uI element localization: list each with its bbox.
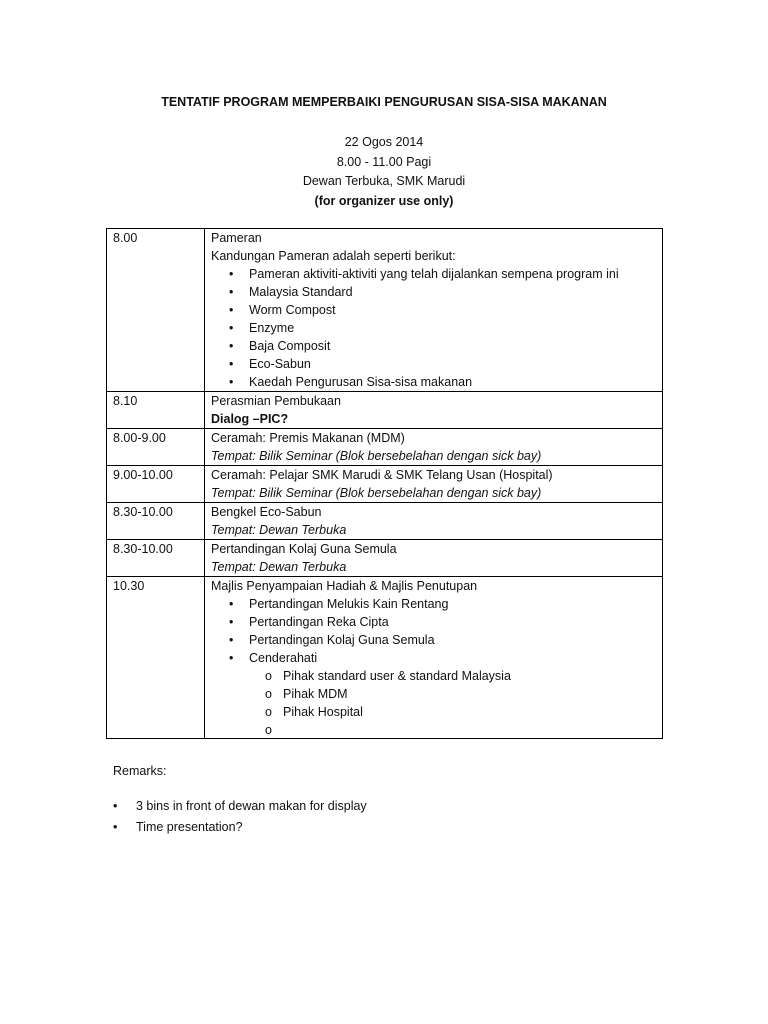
list-item [211, 373, 658, 391]
remarks-list [113, 796, 673, 838]
list-item-label: Pertandingan Reka Cipta [249, 615, 389, 629]
table-row [107, 392, 663, 429]
activity-subheading: Dialog –PIC? [211, 412, 289, 426]
list-item [211, 631, 658, 649]
activity-heading: Pameran [211, 231, 262, 245]
bullet-icon: • [229, 615, 234, 629]
circle-bullet-icon: o [265, 723, 272, 737]
exhibit-list [211, 265, 658, 391]
list-item-label: Pihak Hospital [283, 705, 363, 719]
table-row [107, 466, 663, 503]
list-item [113, 817, 673, 838]
time-cell: 8.30-10.00 [107, 540, 205, 577]
list-item-label: Pertandingan Melukis Kain Rentang [249, 597, 449, 611]
award-list [211, 595, 658, 738]
activity-place: Tempat: Bilik Seminar (Blok bersebelahan dengan sick bay) [211, 449, 542, 463]
table-row [107, 503, 663, 540]
list-item [211, 301, 658, 319]
remark-text: Time presentation? [136, 820, 243, 834]
table-row [107, 429, 663, 466]
bullet-icon: • [229, 633, 234, 647]
list-item [211, 265, 658, 283]
bullet-icon: • [229, 267, 234, 281]
list-item [211, 355, 658, 373]
list-item-label: Eco-Sabun [249, 357, 311, 371]
bullet-icon: • [229, 321, 234, 335]
souvenir-list [249, 667, 658, 738]
table-row [107, 540, 663, 577]
activity-cell [205, 577, 663, 739]
activity-heading: Ceramah: Pelajar SMK Marudi & SMK Telang Usan (Hospital) [211, 468, 553, 482]
list-item-label: Baja Composit [249, 339, 331, 353]
table-row [107, 229, 663, 392]
time-cell: 10.30 [107, 577, 205, 739]
activity-place: Tempat: Dewan Terbuka [211, 523, 347, 537]
document-header [0, 93, 768, 211]
activity-heading: Pertandingan Kolaj Guna Semula [211, 542, 397, 556]
bullet-icon: • [113, 799, 118, 813]
list-item [211, 319, 658, 337]
list-item-label: Pameran aktiviti-aktiviti yang telah dijalankan sempena program ini [249, 267, 619, 281]
schedule-table [106, 228, 663, 739]
list-item-label: Worm Compost [249, 303, 336, 317]
bullet-icon: • [229, 357, 234, 371]
activity-heading: Perasmian Pembukaan [211, 394, 341, 408]
time-cell: 9.00-10.00 [107, 466, 205, 503]
list-item [211, 337, 658, 355]
list-item-label: Pertandingan Kolaj Guna Semula [249, 633, 435, 647]
list-item-label: Pihak MDM [283, 687, 348, 701]
list-item-label: Cenderahati [249, 651, 318, 665]
activity-heading: Ceramah: Premis Makanan (MDM) [211, 431, 405, 445]
bullet-icon: • [229, 375, 234, 389]
bullet-icon: • [229, 651, 234, 665]
time-cell: 8.10 [107, 392, 205, 429]
list-item-label: Malaysia Standard [249, 285, 353, 299]
circle-bullet-icon: o [265, 669, 272, 683]
bullet-icon: • [113, 820, 118, 834]
remark-text: 3 bins in front of dewan makan for display [136, 799, 367, 813]
event-details [0, 133, 768, 211]
circle-bullet-icon: o [265, 687, 272, 701]
activity-place: Tempat: Bilik Seminar (Blok bersebelahan dengan sick bay) [211, 486, 542, 500]
sub-list-item [249, 703, 658, 721]
sub-list-item [249, 685, 658, 703]
activity-heading: Bengkel Eco-Sabun [211, 505, 322, 519]
bullet-icon: • [229, 339, 234, 353]
list-item [211, 595, 658, 613]
event-time: 8.00 - 11.00 Pagi [336, 154, 432, 169]
activity-cell [205, 503, 663, 540]
list-item [211, 283, 658, 301]
organizer-note: (for organizer use only) [314, 193, 454, 208]
time-cell: 8.00-9.00 [107, 429, 205, 466]
activity-cell [205, 392, 663, 429]
remarks-title: Remarks: [113, 764, 167, 778]
circle-bullet-icon: o [265, 705, 272, 719]
list-item [113, 796, 673, 817]
bullet-icon: • [229, 303, 234, 317]
list-item-label: Kaedah Pengurusan Sisa-sisa makanan [249, 375, 473, 389]
bullet-icon: • [229, 597, 234, 611]
list-item [211, 649, 658, 738]
event-venue: Dewan Terbuka, SMK Marudi [302, 174, 466, 188]
list-item-label: Enzyme [249, 321, 295, 335]
activity-cell [205, 540, 663, 577]
activity-cell [205, 229, 663, 392]
activity-cell [205, 466, 663, 503]
sub-list-item [249, 721, 658, 738]
document-title: TENTATIF PROGRAM MEMPERBAIKI PENGURUSAN SISA-SISA MAKANAN [161, 95, 607, 109]
list-item [211, 613, 658, 631]
time-cell: 8.00 [107, 229, 205, 392]
bullet-icon: • [229, 285, 234, 299]
remarks-section [113, 762, 673, 838]
sub-list-item [249, 667, 658, 685]
table-row [107, 577, 663, 739]
activity-heading: Majlis Penyampaian Hadiah & Majlis Penutupan [211, 579, 478, 593]
list-item-label: Pihak standard user & standard Malaysia [283, 669, 511, 683]
time-cell: 8.30-10.00 [107, 503, 205, 540]
activity-cell [205, 429, 663, 466]
event-date: 22 Ogos 2014 [344, 135, 424, 149]
activity-description: Kandungan Pameran adalah seperti berikut: [211, 249, 456, 263]
activity-place: Tempat: Dewan Terbuka [211, 560, 347, 574]
